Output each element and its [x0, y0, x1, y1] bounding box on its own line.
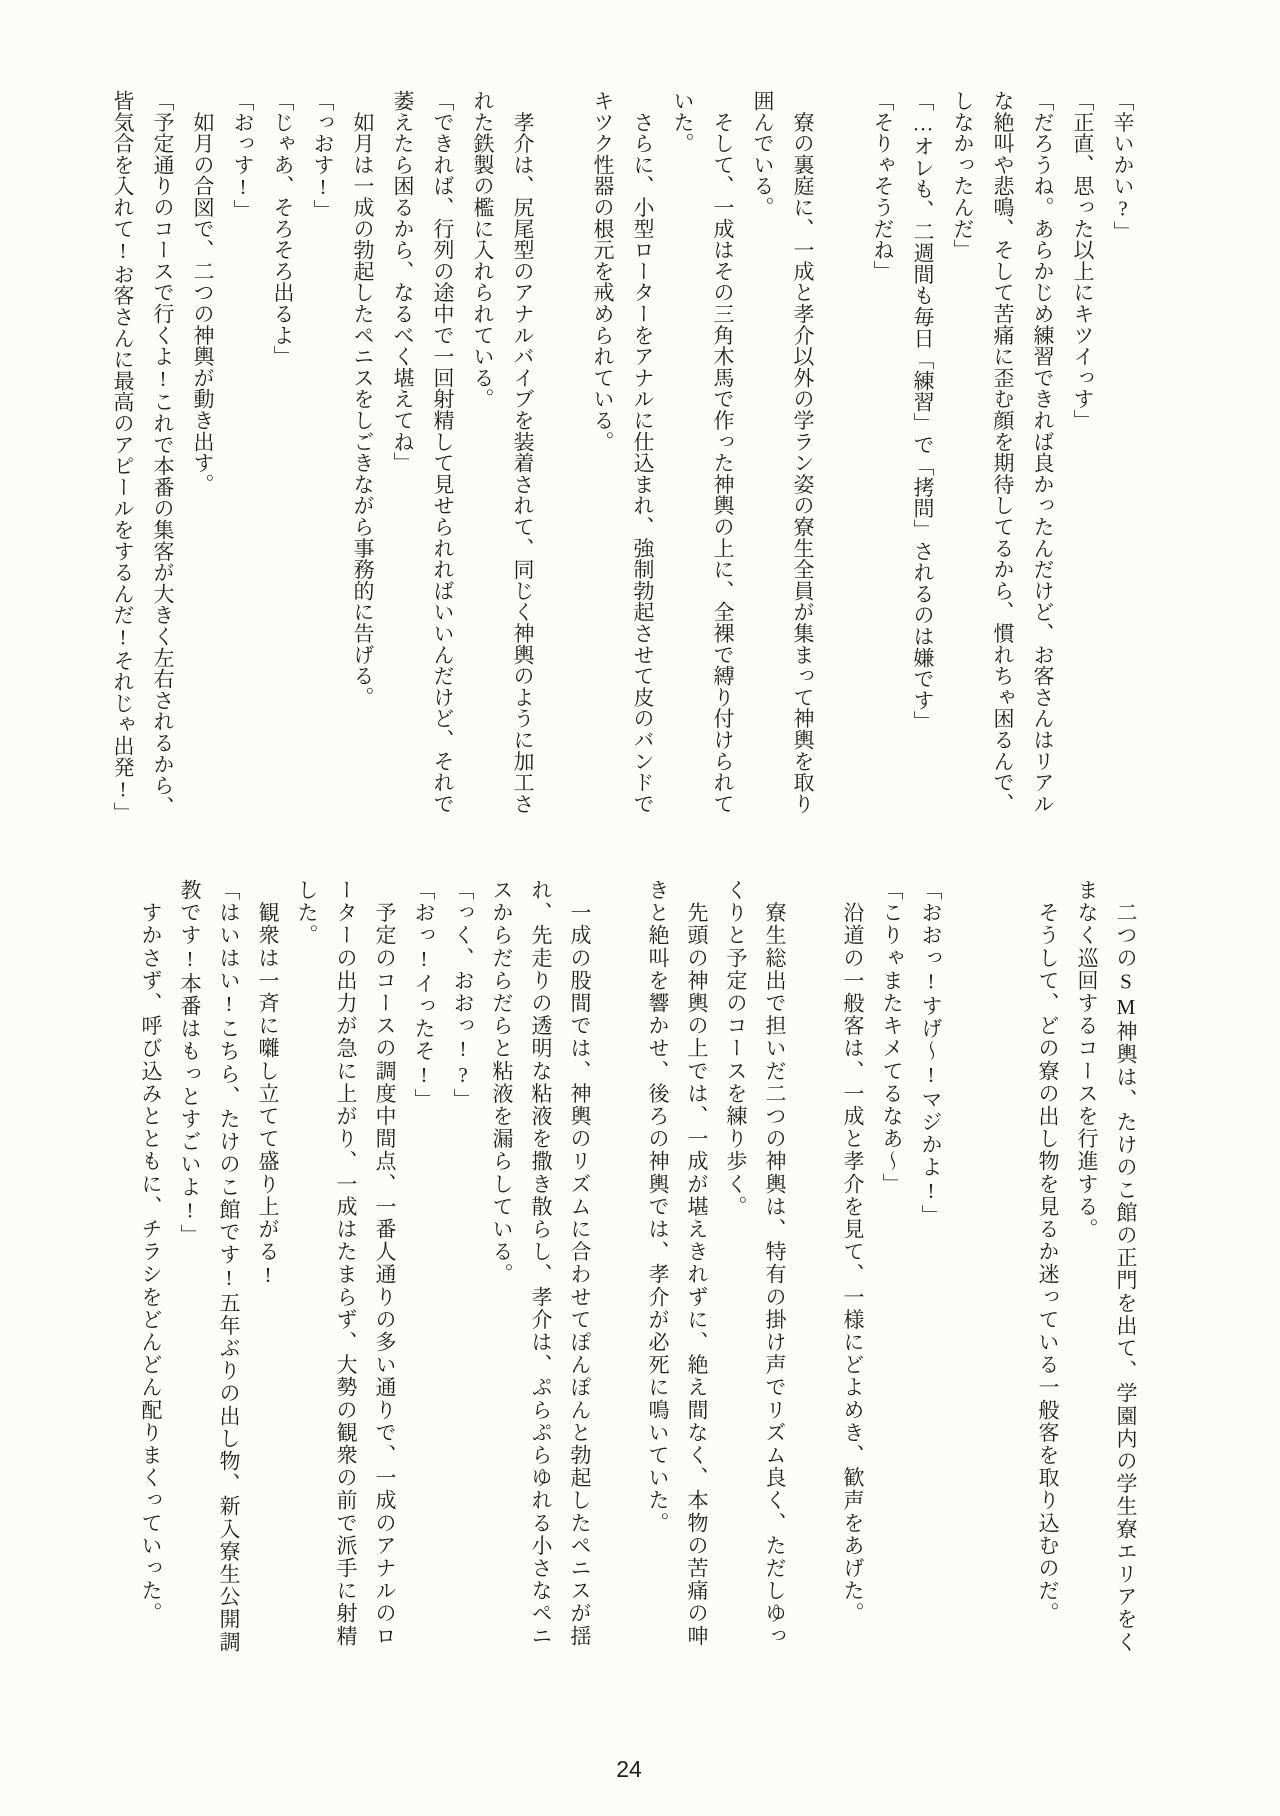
text-column: そうして、どの寮の出し物を見るか迷っている一般客を取り込むのだ。 [1036, 879, 1060, 1625]
text-column: さらに、小型ローターをアナルに仕込まれ、強制勃起させて皮のバンドで [631, 90, 655, 815]
text-column: な絶叫や悲鳴、そして苦痛に歪む顔を期待してるから、慣れちゃ困るんで、 [991, 90, 1015, 815]
text-column: すかさず、呼び込みとともに、チラシをどんどん配りまくっていった。 [139, 879, 163, 1625]
text-column: 「辛いかい?」 [1111, 90, 1135, 243]
text-column: キツク性器の根元を戒められている。 [591, 90, 615, 453]
text-column: 寮生総出で担いだ二つの神輿は、特有の掛け声でリズム良く、ただしゆっ [763, 879, 787, 1648]
text-column: 皆気合を入れて!お客さんに最高のアピールをするんだ!それじゃ出発!」 [111, 90, 135, 824]
text-column: 予定のコースの調度中間点、一番人通りの多い通りで、一成のアナルのロ [373, 879, 397, 1648]
text-column: 観衆は一斉に囃し立てて盛り上がる! [256, 879, 280, 1289]
page-number: 24 [616, 1756, 642, 1782]
text-column: 「だろうね。あらかじめ練習できれば良かったんだけど、お客さんはリアル [1031, 90, 1055, 815]
text-column: 教です!本番はもっとすごいよ!」 [178, 879, 202, 1247]
text-column: いた。 [671, 90, 695, 154]
text-column: れ、先走りの透明な粘液を撒き散らし、孝介は、ぷらぷらゆれる小さなペニ [529, 879, 553, 1648]
text-column: 萎えたら困るから、なるべく堪えてね」 [391, 90, 415, 474]
text-column: そして、一成はその三角木馬で作った神輿の上に、全裸で縛り付けられて [711, 90, 735, 815]
column-gap [823, 90, 863, 832]
text-column: 「正直、思った以上にキツイっす」 [1071, 90, 1095, 431]
text-column: した。 [295, 879, 319, 947]
text-column: 「こりゃまたキメてるなあ〜」 [880, 879, 904, 1196]
text-column: 「はいはい!こちら、たけのこ館です!五年ぶりの出し物、新入寮生公開調 [217, 879, 241, 1654]
text-column: ーターの出力が急に上がり、一成はたまらず、大勢の観衆の前で派手に射精 [334, 879, 358, 1648]
text-column: 先頭の神輿の上では、一成が堪えきれずに、絶え間なく、本物の苦痛の呻 [685, 879, 709, 1648]
text-column: きと絶叫を響かせ、後ろの神輿では、孝介が必死に鳴いていた。 [646, 879, 670, 1535]
text-column: 二つのSM神輿は、たけのこ館の正門を出て、学園内の学生寮エリアをく [1114, 879, 1138, 1654]
text-block-top [103, 90, 1143, 832]
column-gap [794, 879, 833, 1667]
text-column: まなく巡回するコースを行進する。 [1075, 879, 1099, 1241]
text-column: 如月は一成の勃起したペニスをしごきながら事務的に告げる。 [351, 90, 375, 708]
text-column: 寮の裏庭に、一成と孝介以外の学ラン姿の寮生全員が集まって神輿を取り [791, 90, 815, 815]
column-gap [989, 879, 1028, 1667]
text-column: 沿道の一般客は、一成と孝介を見て、一様にどよめき、歓声をあげた。 [841, 879, 865, 1625]
text-column: スからだらだらと粘液を漏らしている。 [490, 879, 514, 1286]
text-column: 「おっす!」 [231, 90, 255, 221]
text-column: 「できれば、行列の途中で一回射精して見せられればいいんだけど、それで [431, 90, 455, 815]
text-column: 「予定通りのコースで行くよ!これで本番の集客が大きく左右されるから、 [151, 90, 175, 818]
text-column: 「おっ!イったそ!」 [412, 879, 436, 1111]
text-column: しなかったんだ」 [951, 90, 975, 261]
text-column: 一成の股間では、神輿のリズムに合わせてぽんぽんと勃起したペニスが揺 [568, 879, 592, 1648]
text-column: 「っく、おおっ!?」 [451, 879, 475, 1111]
text-block-bottom [131, 879, 1145, 1667]
text-column: れた鉄製の檻に入れられている。 [471, 90, 495, 410]
text-column: 「じゃあ、そろそろ出るよ」 [271, 90, 295, 367]
text-column: くりと予定のコースを練り歩く。 [724, 879, 748, 1218]
text-column: 「っおす!」 [311, 90, 335, 221]
text-column: 「おおっ!すげ〜!マジかよ!」 [919, 879, 943, 1227]
text-column: 「…オレも、二週間も毎日「練習」で「拷問」されるのは嫌です」 [911, 90, 935, 732]
text-column: 囲んでいる。 [751, 90, 775, 218]
text-column: 孝介は、尻尾型のアナルバイブを装着されて、同じく神輿のように加工さ [511, 90, 535, 815]
text-column: 如月の合図で、二つの神輿が動き出す。 [191, 90, 215, 495]
column-gap [950, 879, 989, 1667]
column-gap [599, 879, 638, 1667]
text-column: 「そりゃそうだね」 [871, 90, 895, 282]
column-gap [543, 90, 583, 832]
